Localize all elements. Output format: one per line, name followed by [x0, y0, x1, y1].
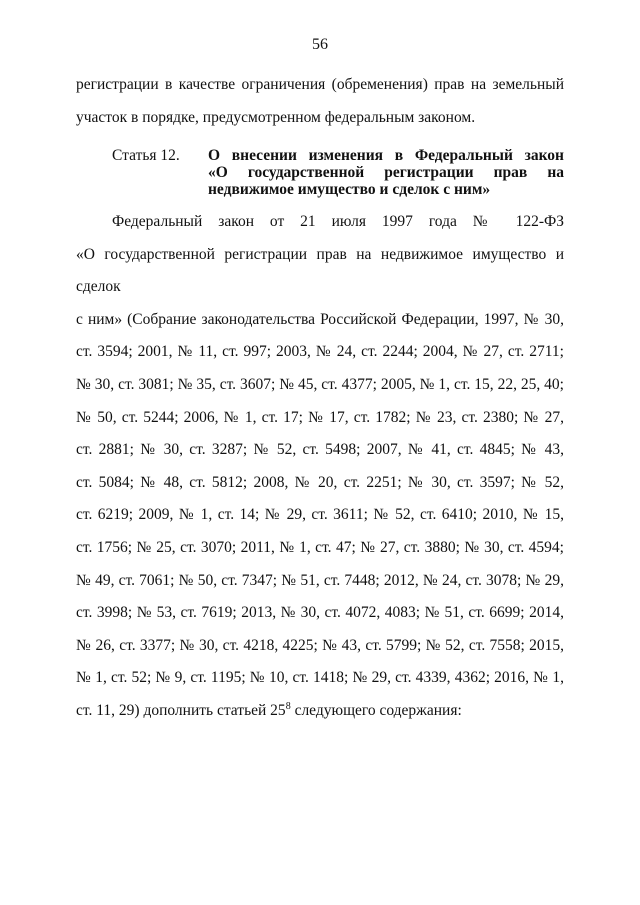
body-line: № 1, ст. 52; № 9, ст. 1195; № 10, ст. 1418; № 29, ст. 4339, 4362; 2016, № 1, — [76, 669, 564, 687]
body-line: ст. 6219; 2009, № 1, ст. 14; № 29, ст. 3611; № 52, ст. 6410; 2010, № 15, — [76, 506, 564, 524]
body-line-first: Федеральный закон от 21 июля 1997 года № 122-ФЗ — [112, 213, 564, 230]
body-line: ст. 5084; № 48, ст. 5812; 2008, № 20, ст. 2251; № 30, ст. 3597; № 52, — [76, 473, 564, 491]
article-superscript: 8 — [285, 700, 291, 712]
intro-paragraph — [76, 69, 564, 134]
body-paragraph — [76, 206, 564, 728]
article-title-line: «О государственной регистрации прав на — [208, 164, 564, 181]
body-line: ст. 3998; № 53, ст. 7619; 2013, № 30, ст. 4072, 4083; № 51, ст. 6699; 2014, — [76, 604, 564, 622]
article-label: Статья 12. — [112, 147, 180, 164]
final-text-after: следующего содержания: — [290, 701, 462, 719]
page-number: 56 — [312, 36, 328, 53]
body-line: № 26, ст. 3377; № 30, ст. 4218, 4225; № 43, ст. 5799; № 52, ст. 7558; 2015, — [76, 636, 564, 654]
body-line: «О государственной регистрации прав на недвижимое имущество и сделок — [76, 245, 564, 296]
final-text-before: ст. 11, 29) дополнить статьей 25 — [76, 701, 286, 719]
body-line: с ним» (Собрание законодательства Российской Федерации, 1997, № 30, — [76, 310, 564, 328]
article-title — [208, 147, 564, 198]
body-line-final — [76, 695, 564, 728]
intro-line: участок в порядке, предусмотренном федеральным законом. — [76, 108, 476, 126]
body-line: ст. 1756; № 25, ст. 3070; 2011, № 1, ст. 47; № 27, ст. 3880; № 30, ст. 4594; — [76, 538, 564, 556]
body-line: ст. 3594; 2001, № 11, ст. 997; 2003, № 24, ст. 2244; 2004, № 27, ст. 2711; — [76, 343, 564, 361]
article-title-line: недвижимое имущество и сделок с ним» — [208, 181, 491, 198]
intro-line: регистрации в качестве ограничения (обременения) прав на земельный — [76, 76, 564, 93]
body-line: № 30, ст. 3081; № 35, ст. 3607; № 45, ст. 4377; 2005, № 1, ст. 15, 22, 25, 40; — [76, 375, 564, 393]
body-line: ст. 2881; № 30, ст. 3287; № 52, ст. 5498; 2007, № 41, ст. 4845; № 43, — [76, 441, 564, 459]
body-line: № 50, ст. 5244; 2006, № 1, ст. 17; № 17, ст. 1782; № 23, ст. 2380; № 27, — [76, 408, 564, 426]
body-line: № 49, ст. 7061; № 50, ст. 7347; № 51, ст. 7448; 2012, № 24, ст. 3078; № 29, — [76, 571, 564, 589]
article-title-line: О внесении изменения в Федеральный закон — [208, 147, 564, 164]
